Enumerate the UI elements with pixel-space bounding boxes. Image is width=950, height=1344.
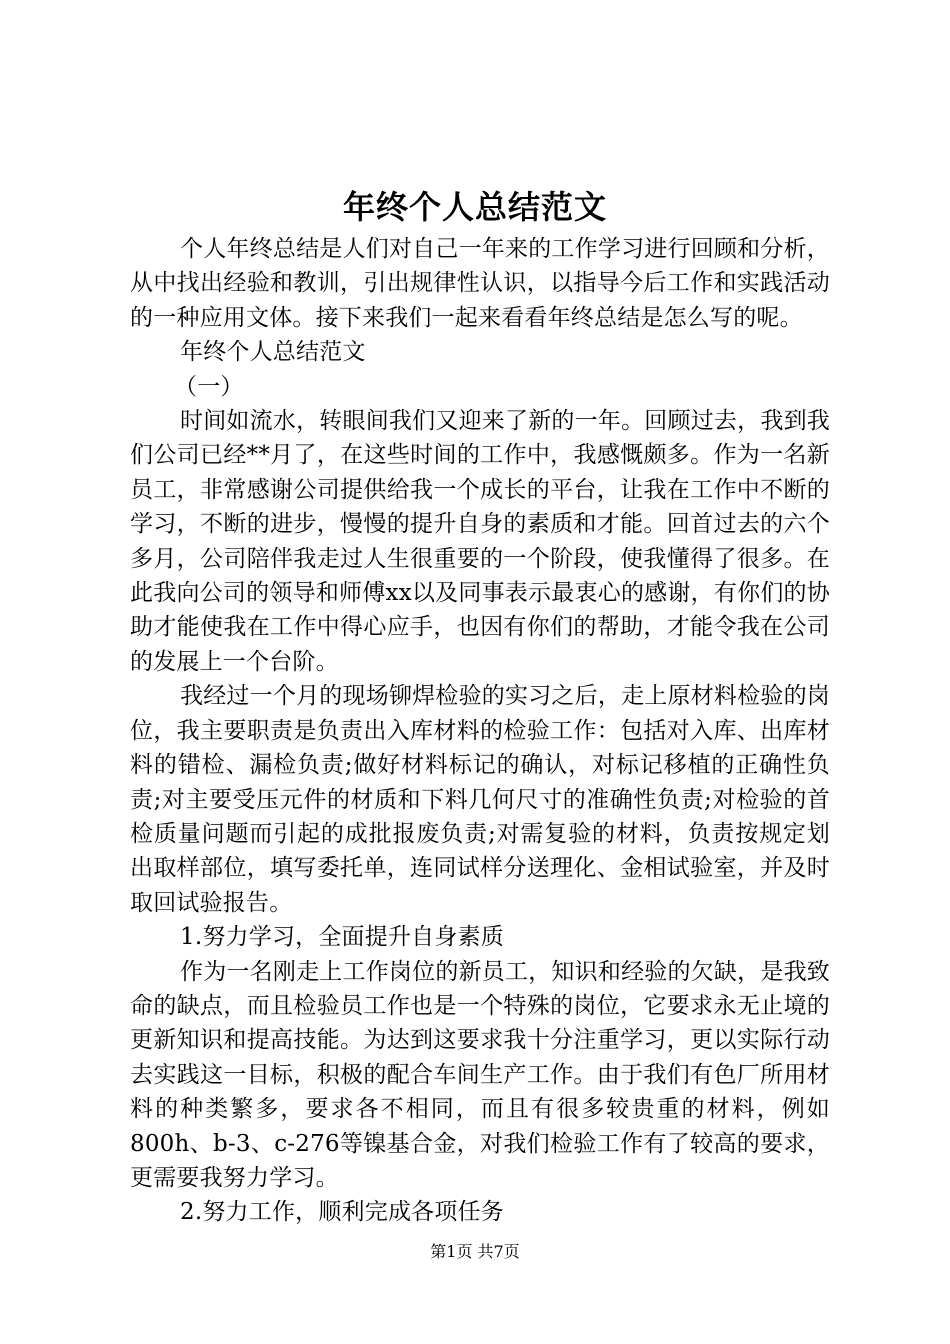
section-number: （一）: [174, 373, 244, 400]
page-indicator: 第1页 共7页: [430, 1242, 520, 1261]
body-paragraph: 时间如流水，转眼间我们又迎来了新的一年。回顾过去，我到我们公司已经**月了，在这些时间的工作中，我感慨颇多。作为一名新员工，非常感谢公司提供给我一个成长的平台，让我在工作中不断的学习，不断的进步，慢慢的提升自身的素质和才能。回首过去的六个多月，公司陪伴我走过人生很重要的一个阶段，使我懂得了很多。在此我向公司的领导和师傅xx以及同事表示最衷心的感谢，有你们的协助才能使我在工作中得心应手，也因有你们的帮助，才能令我在公司的发展上一个台阶。: [130, 408, 830, 675]
document-body: [130, 232, 830, 1230]
subheading-work: 2.努力工作，顺利完成各项任务: [180, 1199, 504, 1226]
body-paragraph: 我经过一个月的现场铆焊检验的实习之后，走上原材料检验的岗位，我主要职责是负责出入库材料的检验工作：包括对入库、出库材料的错检、漏检负责;做好材料标记的确认，对标记移植的正确性负责;对主要受压元件的材质和下料几何尺寸的准确性负责;对检验的首检质量问题而引起的成批报废负责;对需复验的材料，负责按规定划出取样部位，填写委托单，连同试样分送理化、金相试验室，并及时取回试验报告。: [130, 683, 830, 916]
document-title: 年终个人总结范文: [342, 188, 607, 226]
section-heading: 年终个人总结范文: [180, 339, 366, 366]
intro-paragraph: 个人年终总结是人们对自己一年来的工作学习进行回顾和分析，从中找出经验和教训，引出规律性认识，以指导今后工作和实践活动的一种应用文体。接下来我们一起来看看年终总结是怎么写的呢。: [130, 236, 830, 331]
subheading-study: 1.努力学习，全面提升自身素质: [180, 924, 504, 951]
body-paragraph: 作为一名刚走上工作岗位的新员工，知识和经验的欠缺，是我致命的缺点，而且检验员工作也是一个特殊的岗位，它要求永无止境的更新知识和提高技能。为达到这要求我十分注重学习，更以实际行动去实践这一目标，积极的配合车间生产工作。由于我们有色厂所用材料的种类繁多，要求各不相同，而且有很多较贵重的材料，例如800h、b-3、c-276等镍基合金，对我们检验工作有了较高的要求，更需要我努力学习。: [130, 958, 830, 1191]
